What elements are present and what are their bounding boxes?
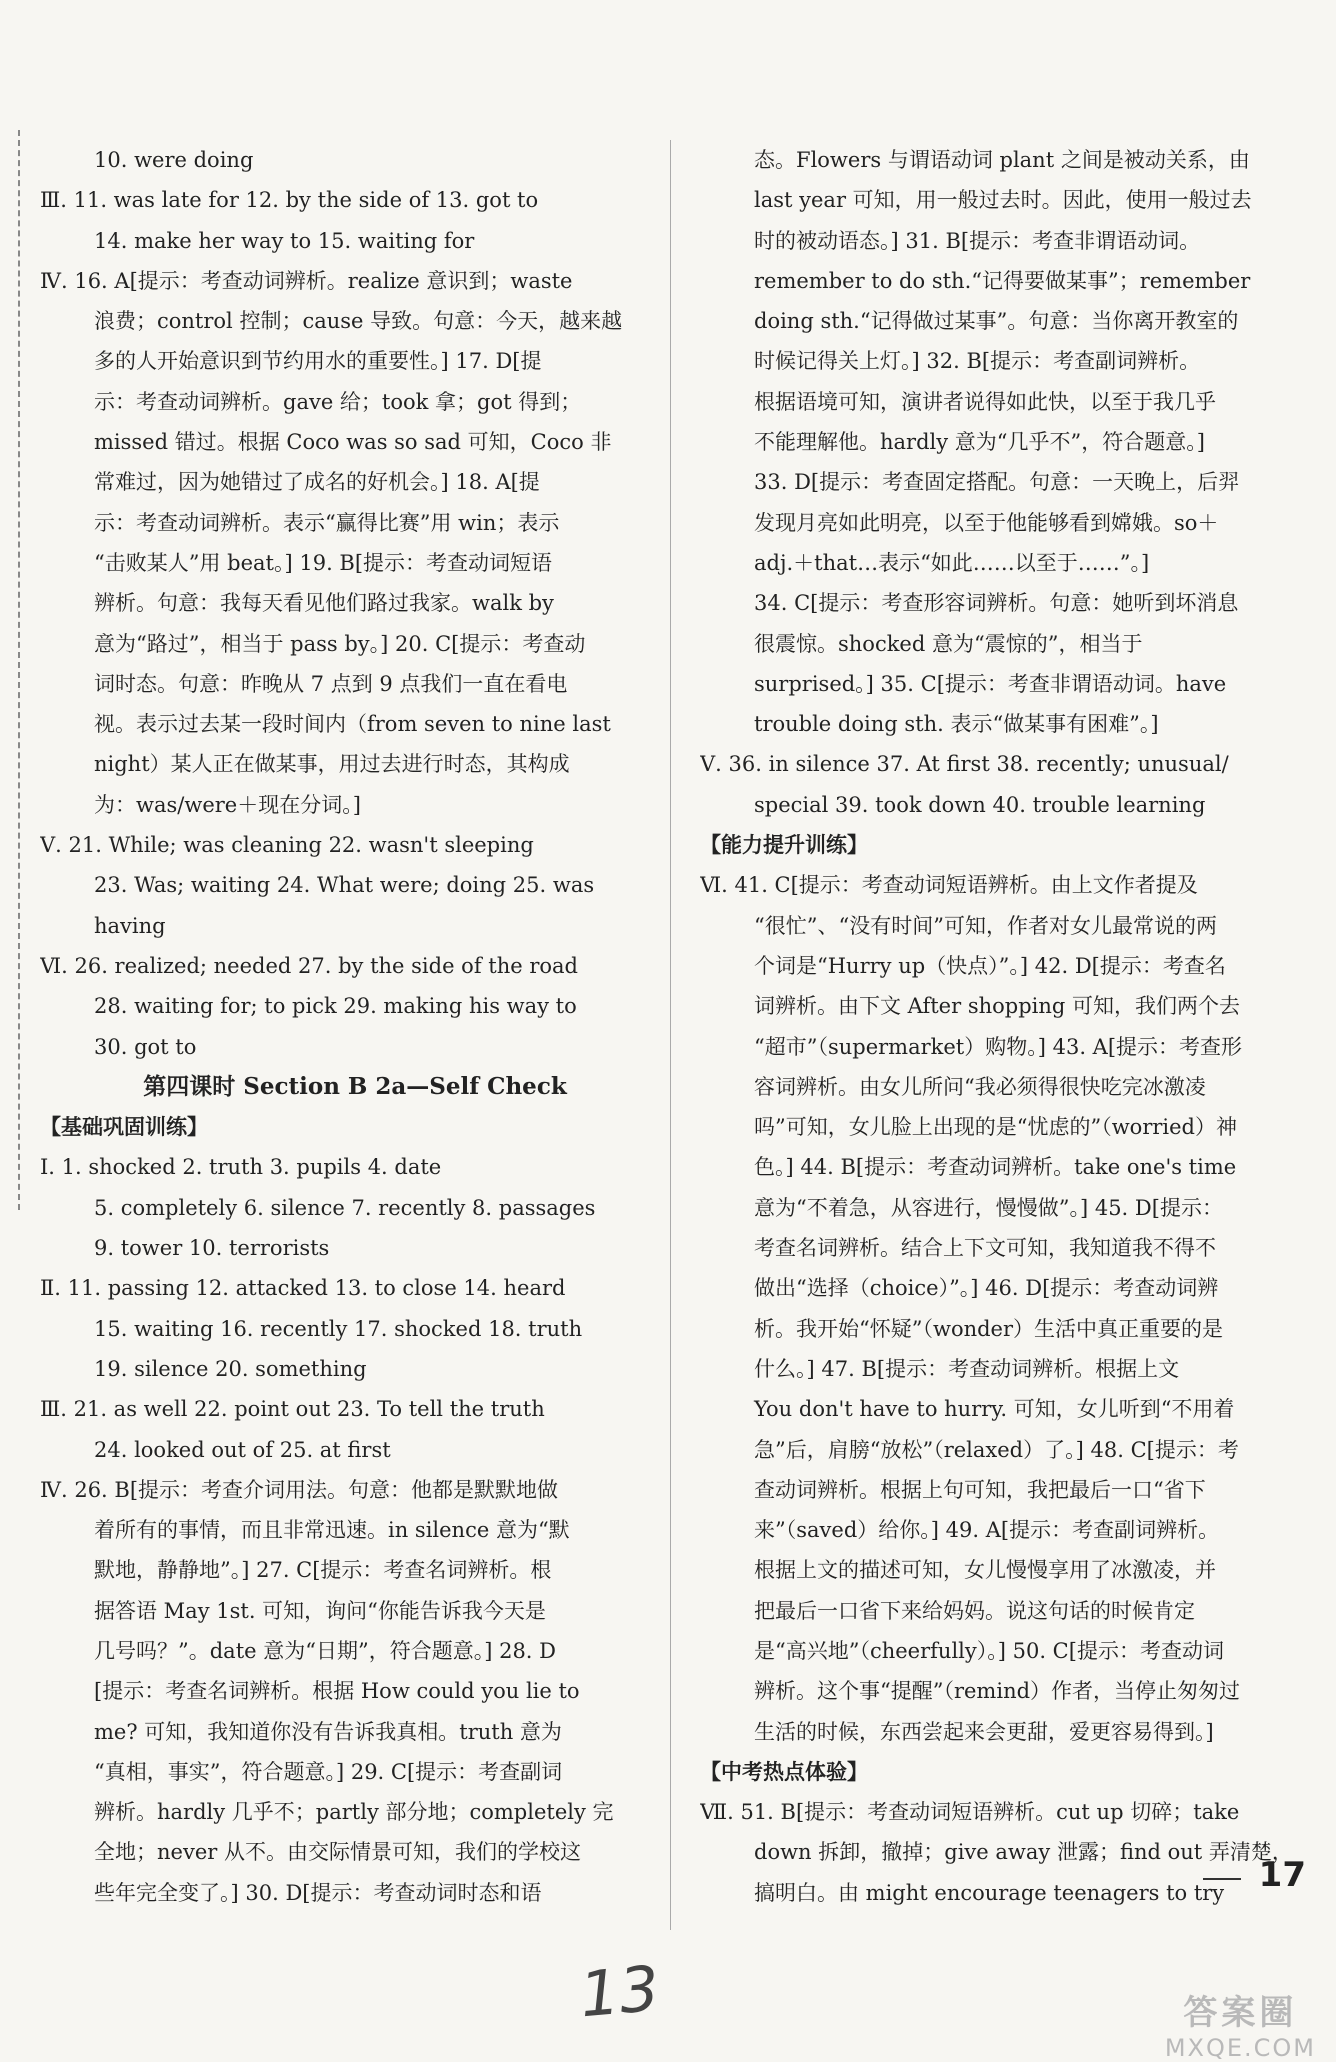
answer-line: 发现月亮如此明亮，以至于他能够看到嫦娥。so＋ <box>754 510 1219 535</box>
answer-line: Ⅴ. 21. While; was cleaning 22. wasn't sleeping <box>40 833 534 858</box>
answer-line: 【基础巩固训练】 <box>40 1114 208 1140</box>
answer-line: 很震惊。shocked 意为“震惊的”，相当于 <box>754 631 1143 656</box>
answer-line: 30. got to <box>94 1034 197 1059</box>
answer-line: 34. C[提示：考查形容词辨析。句意：她听到坏消息 <box>754 591 1239 616</box>
answer-line: 来”（saved）给你。] 49. A[提示：考查副词辨析。 <box>754 1518 1220 1543</box>
answer-line: 23. Was; waiting 24. What were; doing 25. was <box>94 873 595 898</box>
answer-line: 吗”可知，女儿脸上出现的是“忧虑的”（worried）神 <box>754 1115 1237 1140</box>
answer-line: having <box>94 913 166 938</box>
answer-line: 24. looked out of 25. at first <box>94 1437 391 1462</box>
answer-line: down 拆卸，撤掉；give away 泄露；find out 弄清楚， <box>754 1840 1293 1865</box>
answer-line: 【能力提升训练】 <box>700 832 868 858</box>
answer-line: 全地；never 从不。由交际情景可知，我们的学校这 <box>94 1840 581 1865</box>
answer-line: 多的人开始意识到节约用水的重要性。] 17. D[提 <box>94 349 542 374</box>
answer-line: remember to do sth.“记得要做某事”；remember <box>754 268 1251 293</box>
answer-line: 辨析。句意：我每天看见他们路过我家。walk by <box>94 591 554 616</box>
watermark-text: 答案圈 <box>1183 1993 1298 2033</box>
answer-line: 示：考查动词辨析。gave 给；took 拿；got 得到； <box>94 389 582 414</box>
answer-line: 容词辨析。由女儿所问“我必须得很快吃完冰激凌 <box>754 1074 1206 1099</box>
answer-line: 态。Flowers 与谓语动词 plant 之间是被动关系，由 <box>754 148 1250 172</box>
answer-line: night）某人正在做某事，用过去进行时态，其构成 <box>94 752 570 777</box>
answer-line: 常难过，因为她错过了成名的好机会。] 18. A[提 <box>94 470 540 495</box>
right-column <box>700 140 1295 1913</box>
answer-line: 些年完全变了。] 30. D[提示：考查动词时态和语 <box>94 1880 542 1905</box>
answer-line: 把最后一口省下来给妈妈。说这句话的时候肯定 <box>754 1598 1195 1623</box>
answer-line: 15. waiting 16. recently 17. shocked 18. truth <box>94 1316 583 1341</box>
answer-line: 不能理解他。hardly 意为“几乎不”，符合题意。] <box>754 430 1205 455</box>
answer-line: 5. completely 6. silence 7. recently 8. passages <box>94 1195 596 1220</box>
answer-line: 做出“选择（choice）”。] 46. D[提示：考查动词辨 <box>754 1276 1219 1301</box>
answer-line: 为：was/were＋现在分词。] <box>94 792 361 817</box>
answer-line: 搞明白。由 might encourage teenagers to try <box>754 1880 1225 1905</box>
handwritten-note: 13 <box>576 1951 662 2032</box>
answer-line: 词时态。句意：昨晚从 7 点到 9 点我们一直在看电 <box>94 671 568 696</box>
answer-line: 意为“路过”，相当于 pass by。] 20. C[提示：考查动 <box>94 631 586 656</box>
answer-line: doing sth.“记得做过某事”。句意：当你离开教室的 <box>754 309 1239 334</box>
answer-line: 着所有的事情，而且非常迅速。in silence 意为“默 <box>94 1518 570 1543</box>
answer-line: 意为“不着急，从容进行，慢慢做”。] 45. D[提示： <box>754 1195 1223 1220</box>
answer-line: 什么。] 47. B[提示：考查动词辨析。根据上文 <box>754 1356 1180 1381</box>
answer-line: Ⅵ. 26. realized; needed 27. by the side of the road <box>40 953 578 978</box>
answer-line: Ⅱ. 11. passing 12. attacked 13. to close 14. heard <box>40 1276 566 1301</box>
answer-line: 辨析。hardly 几乎不；partly 部分地；completely 完 <box>94 1800 614 1825</box>
answer-line: 第四课时 Section B 2a—Self Check <box>143 1072 567 1100</box>
answer-line: 9. tower 10. terrorists <box>94 1236 330 1261</box>
answer-line: Ⅰ. 1. shocked 2. truth 3. pupils 4. date <box>40 1155 442 1180</box>
answer-line: You don't have to hurry. 可知，女儿听到“不用着 <box>754 1397 1235 1422</box>
answer-line: 据答语 May 1st. 可知，询问“你能告诉我今天是 <box>94 1598 546 1623</box>
binding-margin <box>0 130 20 1210</box>
answer-line: 根据上文的描述可知，女儿慢慢享用了冰激凌，并 <box>754 1558 1216 1583</box>
answer-line: special 39. took down 40. trouble learning <box>754 792 1206 817</box>
answer-line: 33. D[提示：考查固定搭配。句意：一天晚上，后羿 <box>754 470 1240 495</box>
answer-line: 14. make her way to 15. waiting for <box>94 228 475 253</box>
answer-line: 28. waiting for; to pick 29. making his way to <box>94 994 577 1019</box>
answer-line: 急”后，肩膀“放松”（relaxed）了。] 48. C[提示：考 <box>754 1437 1239 1462</box>
page-number-dash <box>1203 1878 1241 1880</box>
answer-line: Ⅶ. 51. B[提示：考查动词短语辨析。cut up 切碎；take <box>700 1800 1240 1825</box>
answer-line: Ⅲ. 11. was late for 12. by the side of 13. got to <box>40 188 539 213</box>
answer-line: 色。] 44. B[提示：考查动词辨析。take one's time <box>754 1155 1237 1180</box>
answer-line: 【中考热点体验】 <box>700 1758 868 1784</box>
answer-line: “击败某人”用 beat。] 19. B[提示：考查动词短语 <box>94 550 553 575</box>
answer-line: me? 可知，我知道你没有告诉我真相。truth 意为 <box>94 1719 562 1744</box>
answer-line: “真相，事实”，符合题意。] 29. C[提示：考查副词 <box>94 1759 563 1784</box>
answer-line: surprised。] 35. C[提示：考查非谓语动词。have <box>754 671 1227 696</box>
answer-line: 浪费；control 控制；cause 导致。句意：今天，越来越 <box>94 309 623 334</box>
answer-line: 生活的时候，东西尝起来会更甜，爱更容易得到。] <box>754 1719 1214 1744</box>
answer-line: 个词是“Hurry up（快点）”。] 42. D[提示：考查名 <box>754 953 1226 978</box>
answer-line: Ⅳ. 26. B[提示：考查介词用法。句意：他都是默默地做 <box>40 1477 559 1502</box>
answer-line: 考查名词辨析。结合上下文可知，我知道我不得不 <box>754 1236 1216 1261</box>
answer-line: 视。表示过去某一段时间内（from seven to nine last <box>94 712 611 737</box>
answer-line: Ⅴ. 36. in silence 37. At first 38. recently; unusual/ <box>700 752 1229 777</box>
left-column <box>40 140 650 1913</box>
answer-line: 是“高兴地”（cheerfully）。] 50. C[提示：考查动词 <box>754 1638 1224 1663</box>
answer-line: 19. silence 20. something <box>94 1356 367 1381</box>
answer-line: Ⅵ. 41. C[提示：考查动词短语辨析。由上文作者提及 <box>700 873 1198 898</box>
answer-line: last year 可知，用一般过去时。因此，使用一般过去 <box>754 188 1252 213</box>
watermark-url: MXQE.COM <box>1164 2034 1316 2062</box>
answer-line: 默地，静静地”。] 27. C[提示：考查名词辨析。根 <box>94 1558 552 1583</box>
answer-line: Ⅲ. 21. as well 22. point out 23. To tell the truth <box>40 1397 545 1422</box>
page-number: 17 <box>1258 1855 1306 1895</box>
answer-line: “很忙”、“没有时间”可知，作者对女儿最常说的两 <box>754 913 1217 938</box>
answer-line: 根据语境可知，演讲者说得如此快，以至于我几乎 <box>754 389 1216 414</box>
answer-line: 10. were doing <box>94 148 254 172</box>
answer-line: 时的被动语态。] 31. B[提示：考查非谓语动词。 <box>754 228 1201 253</box>
answer-line: 析。我开始“怀疑”（wonder）生活中真正重要的是 <box>754 1316 1224 1341</box>
answer-line: missed 错过。根据 Coco was so sad 可知，Coco 非 <box>94 430 612 455</box>
answer-line: 时候记得关上灯。] 32. B[提示：考查副词辨析。 <box>754 349 1201 374</box>
answer-line: 查动词辨析。根据上句可知，我把最后一口“省下 <box>754 1477 1206 1502</box>
answer-line: “超市”（supermarket）购物。] 43. A[提示：考查形 <box>754 1034 1243 1059</box>
column-divider <box>670 140 671 1930</box>
answer-line: 辨析。这个事“提醒”（remind）作者，当停止匆匆过 <box>754 1679 1241 1704</box>
answer-line: trouble doing sth. 表示“做某事有困难”。] <box>754 712 1159 737</box>
answer-line: [提示：考查名词辨析。根据 How could you lie to <box>94 1679 580 1704</box>
answer-line: adj.＋that…表示“如此……以至于……”。] <box>754 550 1150 575</box>
watermark-logo <box>1165 1985 1316 2062</box>
answer-line: 示：考查动词辨析。表示“赢得比赛”用 win；表示 <box>94 510 560 535</box>
answer-line: 词辨析。由下文 After shopping 可知，我们两个去 <box>754 994 1241 1019</box>
answer-line: Ⅳ. 16. A[提示：考查动词辨析。realize 意识到；waste <box>40 268 573 293</box>
answer-line: 几号吗？”。date 意为“日期”，符合题意。] 28. D <box>94 1638 556 1663</box>
